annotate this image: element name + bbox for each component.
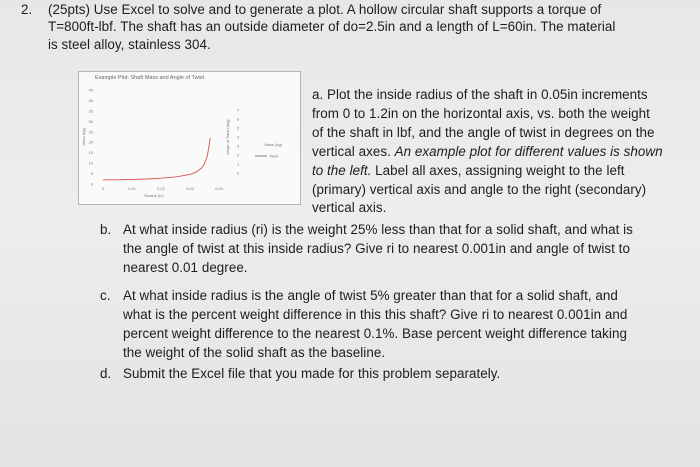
- y-tick-label: 20: [88, 139, 93, 145]
- y-tick-label: 5: [90, 171, 93, 177]
- y-tick-label: 45: [88, 87, 93, 93]
- x-tick-label: 0: [101, 186, 105, 191]
- part-c-letter: c.: [100, 288, 111, 303]
- y2-axis-title: Angle of Twist (deg): [225, 119, 230, 155]
- y2-tick-label: 4: [237, 134, 240, 140]
- y-tick-label: 0: [90, 181, 93, 187]
- part-a-line-6: (primary) vertical axis and angle to the right (secondary): [312, 182, 647, 197]
- part-b-line-1: At what inside radius (ri) is the weight 25% less than that for a solid shaft, and what is: [123, 222, 633, 237]
- y-tick-label: 10: [88, 160, 93, 166]
- part-a-line-3: of the shaft in lbf, and the angle of twist in degrees on the: [312, 125, 655, 140]
- part-c-line-3: percent weight difference to the nearest 0.1%. Base percent weight difference taking: [123, 326, 627, 341]
- part-c-line-4: the weight of the solid shaft as the baseline.: [123, 345, 386, 360]
- problem-statement-line-3: is steel alloy, stainless 304.: [48, 37, 211, 52]
- y-tick-label: 35: [88, 108, 93, 114]
- y2-tick-label: 3: [237, 143, 240, 149]
- y-tick-label: 30: [88, 118, 93, 124]
- y-tick-label: 25: [88, 129, 93, 135]
- y2-tick-label: 0: [237, 170, 240, 176]
- part-a-line-5-italic: to the left.: [312, 163, 372, 178]
- part-a-line-4-italic: An example plot for different values is shown: [394, 144, 663, 159]
- part-c-line-1: At what inside radius is the angle of twist 5% greater than that for a solid shaft, and: [123, 288, 618, 303]
- mass-series-line: [103, 138, 210, 180]
- part-a-line-5: [312, 163, 625, 179]
- part-a-line-4: [312, 144, 663, 160]
- part-b-line-2: the angle of twist at this inside radius? Give ri to nearest 0.001in and angle of twist to: [123, 241, 630, 256]
- part-d-line-1: Submit the Excel file that you made for this problem separately.: [123, 366, 501, 381]
- chart-title: Example Plot: Shaft Mass and Angle of Twist: [95, 75, 205, 81]
- example-chart: [78, 71, 301, 205]
- y2-tick-label: 5: [237, 125, 240, 131]
- legend-entry-twist: Twist: [269, 153, 279, 159]
- problem-number: 2.: [21, 2, 33, 17]
- part-d-letter: d.: [100, 366, 112, 381]
- x-axis-title: Radius (in): [144, 193, 164, 198]
- y-axis-title: Mass (kg): [81, 128, 86, 146]
- part-a-line-7: vertical axis.: [312, 200, 387, 215]
- y2-tick-label: 1: [237, 161, 240, 167]
- x-tick-label: 0.01: [128, 186, 136, 191]
- example-chart-plot: [79, 72, 302, 206]
- part-a-line-1: a. Plot the inside radius of the shaft in 0.05in increments: [312, 87, 648, 102]
- y-tick-label: 15: [88, 150, 93, 156]
- part-a-line-5-plain: Label all axes, assigning weight to the left: [371, 163, 625, 178]
- x-tick-label: 0.03: [186, 186, 194, 191]
- problem-statement-line-1: (25pts) Use Excel to solve and to generate a plot. A hollow circular shaft supports a torque of: [48, 2, 602, 17]
- y-tick-label: 40: [88, 97, 93, 103]
- legend-entry-mass: Mass (kg): [264, 142, 282, 147]
- problem-statement-line-2: T=800ft-lbf. The shaft has an outside diameter of do=2.5in and a length of L=60in. The material: [48, 19, 616, 34]
- part-b-line-3: nearest 0.01 degree.: [123, 260, 248, 275]
- y2-tick-label: 2: [237, 152, 240, 158]
- y2-tick-label: 6: [237, 116, 240, 122]
- x-tick-label: 0.04: [215, 186, 223, 191]
- part-a-line-2: from 0 to 1.2in on the horizontal axis, vs. both the weight: [312, 106, 650, 121]
- x-tick-label: 0.02: [157, 186, 165, 191]
- part-b-letter: b.: [100, 222, 112, 237]
- part-a-line-4-plain: vertical axes.: [312, 144, 395, 159]
- y2-tick-label: 7: [237, 107, 240, 113]
- part-c-line-2: what is the percent weight difference in this this shaft? Give ri to nearest 0.001in and: [123, 307, 628, 322]
